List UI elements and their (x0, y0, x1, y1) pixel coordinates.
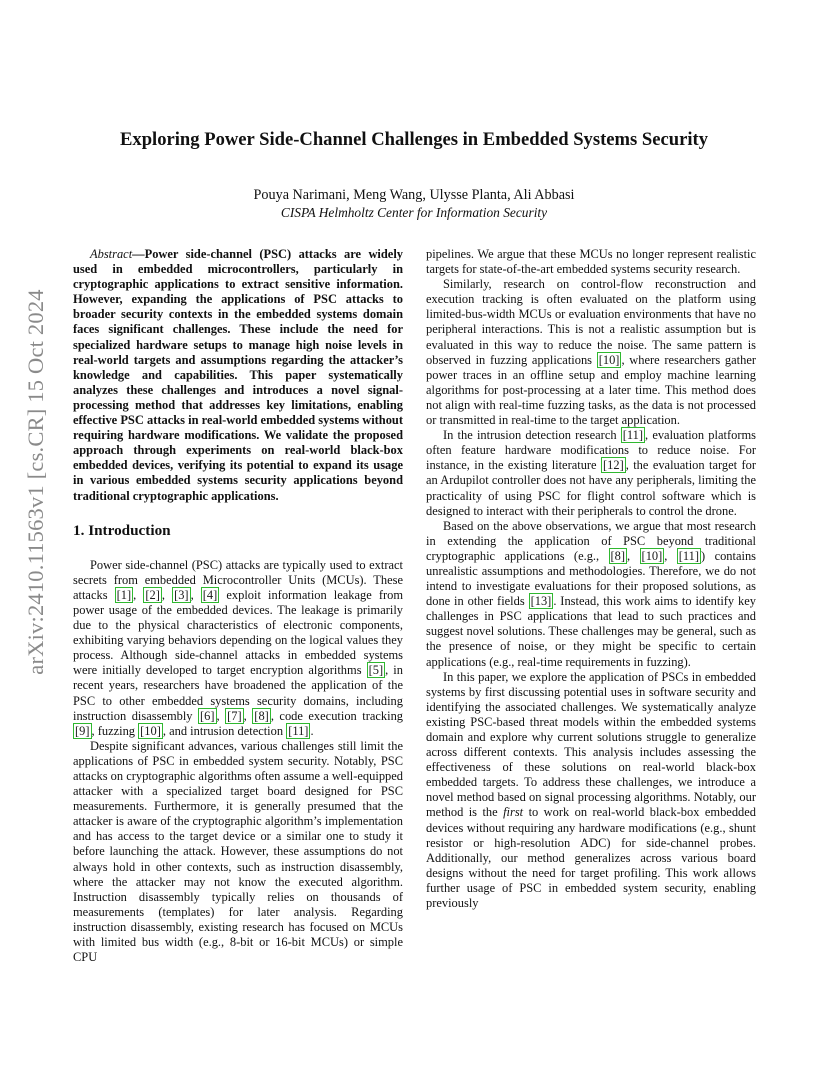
abstract-label: Abstract (90, 247, 133, 261)
citation-link[interactable]: [8] (254, 708, 269, 723)
arxiv-id: arXiv:2410.11563v1 [cs.CR] 15 Oct 2024 (23, 289, 48, 675)
citation-link[interactable]: [11] (678, 548, 700, 563)
citation-link[interactable]: [6] (200, 708, 215, 723)
section-heading: 1. Introduction (73, 521, 171, 539)
left-column (73, 247, 403, 965)
citation-link[interactable]: [4] (202, 587, 218, 602)
citation-link[interactable]: [10] (641, 548, 663, 563)
paragraph: pipelines. We argue that these MCUs no longer represent realistic targets for state-of-the-art embedded systems security research. (426, 247, 756, 277)
emphasis: first (503, 805, 524, 820)
affiliation: CISPA Helmholtz Center for Information Security (280, 205, 548, 220)
citation-link[interactable]: [10] (598, 352, 620, 367)
paper-title: Exploring Power Side-Channel Challenges in Embedded Systems Security (120, 129, 708, 150)
paragraph: Similarly, research on control-flow reconstruction and execution tracking is often evaluated on the platform using limited-bus-width MCUs or evaluation environments that have no peripheral interactions. This is not a realistic assumption but is evaluated in this way to reduce the noise. The same pattern is observed in fuzzing applications [10] , where researchers gather power traces in an offline setup and employ machine learning algorithms for post-processing at a later time. This method does not align with real-time fuzzing tasks, as the data is not processed or transmitted in real-time to the target application. (426, 277, 757, 428)
author-list: Pouya Narimani, Meng Wang, Ulysse Planta, Ali Abbasi (253, 187, 575, 203)
citation-link[interactable]: [1] (116, 587, 132, 602)
citation-link[interactable]: [10] (140, 723, 161, 738)
paragraph: Despite significant advances, various challenges still limit the applications of PSC in embedded system security. Notably, PSC attacks on cryptographic algorithms often assume a well-equipped attacker with a specialized target board designed for PSC measurements. Furthermore, it is generally presumed that the attacker is aware of the cryptographic algorithm’s implementation and has access to the target device or a similar one to study it before launching the attack. However, these assumptions do not always hold in other contexts, such as instruction disassembly, where the attacker may not know the executed algorithm. Instruction disassembly typically relies on thousands of measurements (templates) for later analysis. Regarding instruction disassembly, existing research has focused on MCUs with limited bus width (e.g., 8-bit or 16-bit MCUs) or simple CPU (73, 738, 403, 965)
paragraph: In the intrusion detection research [11] , evaluation platforms often feature hardware modifications to reduce noise. For instance, in the existing literature [12] , the evaluation target for an Ardupilot controller does not have any peripherals, limiting the practicality of using PSC for flight control software which is designed to interact with their peripherals to control the drone. (426, 428, 756, 518)
arxiv-watermark (19, 288, 53, 676)
right-column (426, 247, 756, 911)
citation-link[interactable]: [11] (622, 428, 644, 443)
paragraph: Based on the above observations, we argue that most research in extending the application of PSC beyond traditional cryptographic applications (e.g., [8] , [10] , [11] ) contains unrealistic assumptions and methodologies. Therefore, we do not intend to investigate evaluations for their proposed solutions, as done in other fields [13] . Instead, this work aims to identify key challenges in PSC applications that lead to such practices and suggest novel solutions. These challenges may be general, such as the presence of noise, or they might be specific to certain applications (e.g., real-time requirements in fuzzing). (426, 518, 757, 669)
citation-link[interactable]: [5] (368, 663, 384, 678)
citation-link[interactable]: [13] (530, 594, 552, 609)
paragraph: In this paper, we explore the application of PSCs in embedded systems by first discussing potential uses in software security and identifying the associated challenges. We systematically analyze existing PSC-based threat models within the embedded systems domain and explore why current solutions struggle to generalize across different contexts. This analysis includes assessing the effectiveness of these solutions on real-world black-box embedded targets. To address these challenges, we introduce a novel method based on signal processing algorithms. Notably, our method is the first to work on real-world black-box embedded devices without requiring any hardware modifications (e.g., shunt resistor or high-resolution ADC) for side-channel probes. Additionally, our method generalizes across various board designs without the need for target profiling. This work allows further usage of PSC in embedded system security, enabling previously (426, 669, 757, 911)
citation-link[interactable]: [12] (602, 458, 624, 473)
citation-link[interactable]: [11] (288, 723, 309, 738)
abstract-body: —Power side-channel (PSC) attacks are widely used in embedded microcontrollers, particularly in cryptographic applications to extract sensitive information. However, expanding the applications of PSC attacks to broader security contexts in the embedded systems domain faces significant challenges. These include the need for specialized hardware setups to manage high noise levels in real-world targets and assumptions regarding the attacker’s knowledge and capabilities. This paper systematically analyzes these challenges and introduces a novel signal-processing method that addresses key limitations, enabling effective PSC attacks in real-world embedded systems without requiring hardware modifications. We validate the proposed approach through experiments on real-world black-box embedded devices, verifying its potential to expand its usage in various embedded systems security applications beyond traditional cryptographic applications. (73, 247, 403, 503)
citation-link[interactable]: [2] (145, 587, 160, 602)
citation-link[interactable]: [8] (610, 548, 626, 563)
citation-link[interactable]: [7] (227, 708, 242, 723)
paragraph: Power side-channel (PSC) attacks are typically used to extract secrets from embedded Microcontroller Units (MCUs). These attacks [1] , [2] , [3] , [4] exploit information leakage from power usage of the embedded devices. The leakage is primarily due to the physical characteristics of electronic components, exhibiting varying behaviors depending on the logical values they process. Although side-channel attacks in embedded systems were initially developed to target encryption algorithms [5] , in recent years, researchers have broadened the application of the PSC to other embedded systems security domains, including instruction disassembly [6] , [7] , [8] , code execution tracking [9] , fuzzing [10] , and intrusion detection [11] . (73, 557, 404, 738)
abstract (73, 247, 403, 504)
citation-link[interactable]: [9] (75, 723, 90, 738)
citation-link[interactable]: [3] (174, 587, 189, 602)
